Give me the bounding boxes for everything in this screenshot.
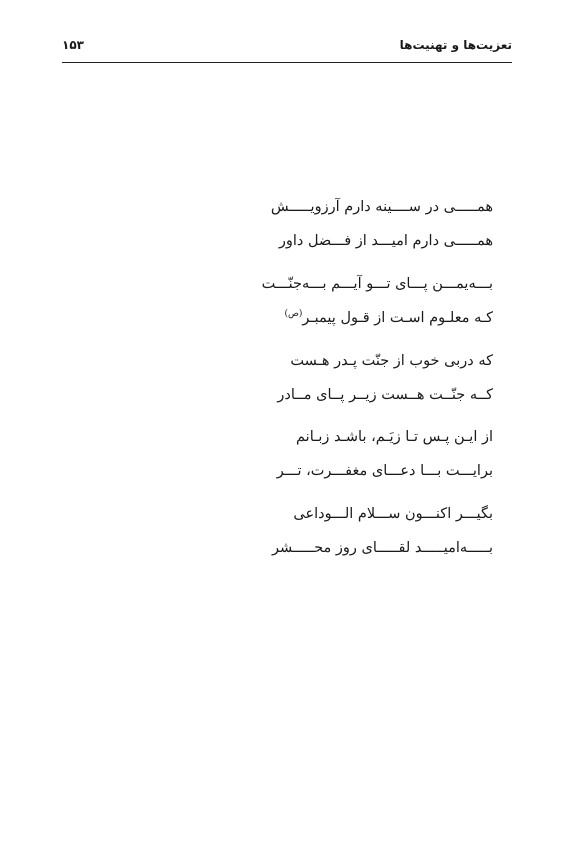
page-number: ۱۵۳ (62, 38, 84, 52)
verse-line: بگیـــر اکنـــون ســـلام الـــوداعی (293, 506, 493, 522)
verse-line: بـــه‌یمـــن پـــای تـــو آیـــم بـــه‌جنّـــت (261, 276, 493, 292)
verse-line: که دربی خوب از جنّت پـدر هـست (290, 353, 493, 369)
verse-line: همـــــی دارم امیـــد از فـــضل داور (278, 233, 493, 249)
verse (262, 267, 493, 335)
verse-line: بـــــه‌امیـــــد لقـــــای روز محـــــشر (272, 540, 493, 556)
running-title: تعزیت‌ها و تهنیت‌ها (399, 38, 512, 52)
verse-line: همـــــی در ســــینه دارم آرزویـــــش (270, 199, 493, 215)
verse (277, 420, 493, 488)
verse-line-text: کـه معلـوم اسـت از قـول پیمبـر (302, 310, 493, 326)
verse-line: از ایـن پـس تـا زیَـم، باشـد زبـانم (296, 429, 493, 445)
verse-line-with-note (262, 301, 493, 335)
verse-line: کــه جنّــت هــست زیــر پــای مــادر (277, 387, 493, 403)
verse (271, 190, 493, 258)
verse (272, 497, 493, 565)
verse (277, 344, 493, 412)
verse-line: برایـــت بـــا دعـــای مغفـــرت، تـــر (276, 463, 493, 479)
honorific-note: (ص) (284, 309, 303, 320)
